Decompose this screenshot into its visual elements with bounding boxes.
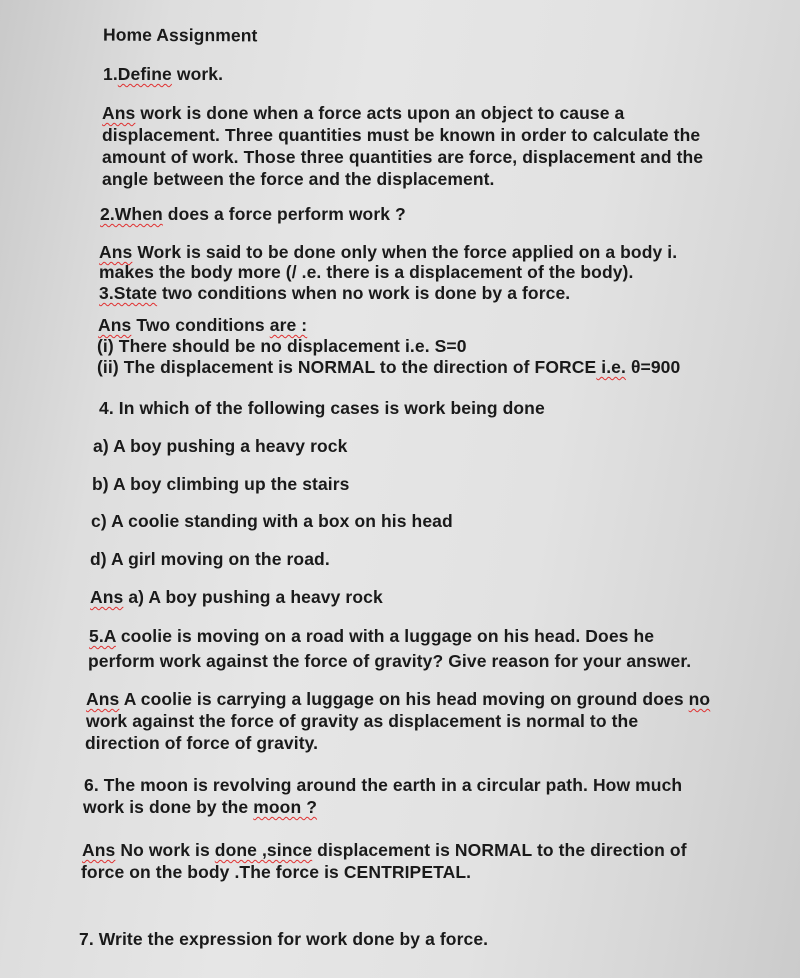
ans-label: Ans (90, 587, 124, 607)
ans6-word: done ,since (214, 840, 313, 860)
q2-rest: does a force perform work ? (162, 204, 406, 224)
q5-rest: coolie is moving on a road with a luggage on his head. Does he (115, 626, 655, 646)
question-7: 7. Write the expression for work done by a force. (79, 929, 489, 949)
option-c: c) A coolie standing with a box on his head (91, 511, 453, 531)
option-b: b) A boy climbing up the stairs (92, 474, 350, 494)
option-d: d) A girl moving on the road. (90, 549, 330, 569)
question-2 (100, 204, 406, 225)
answer-1-line-4: angle between the force and the displacement. (102, 169, 495, 189)
answer-1-line-1 (102, 103, 703, 124)
answer-1 (102, 103, 703, 187)
q1-rest: work. (171, 64, 224, 84)
ans-label: Ans (99, 242, 133, 262)
page-title (103, 25, 258, 47)
title-text: Home Assignment (102, 24, 258, 46)
cond2-post: θ=900 (625, 357, 681, 377)
q1-number: 1. (103, 64, 118, 84)
answer-1-line-3: amount of work. Those three quantities are force, displacement and the (102, 147, 704, 167)
q6-pre: work is done by the (83, 797, 254, 817)
q2-word: 2.When (100, 204, 163, 224)
cond2-ie: i.e. (596, 357, 626, 377)
answer-5-line-3: direction of force of gravity. (85, 733, 319, 753)
ans3-mid: Two conditions (131, 315, 270, 335)
ans5-word: no (688, 689, 711, 709)
ans2-text: Work is said to be done only when the force applied on a body i. (132, 242, 678, 262)
question-6-line-1: 6. The moon is revolving around the earth in a circular path. How much (84, 775, 683, 795)
condition-2 (97, 357, 680, 378)
answer-4 (90, 587, 383, 608)
question-4: 4. In which of the following cases is work being done (99, 398, 545, 418)
option-a: a) A boy pushing a heavy rock (93, 436, 348, 456)
question-5-line-1 (89, 626, 654, 647)
ans-label: Ans (86, 689, 120, 709)
q1-word: Define (117, 64, 172, 84)
q3-word: 3.State (99, 283, 158, 303)
answer-2-line-2: makes the body more (/ .e. there is a displacement of the body). (99, 262, 634, 282)
answer-6-line-1 (82, 840, 687, 861)
answer-3-line-1 (98, 315, 307, 336)
q5-number: 5.A (89, 626, 116, 646)
ans6-post: displacement is NORMAL to the direction of (312, 840, 687, 860)
ans1-text: work is done when a force acts upon an object to cause a (135, 103, 625, 123)
ans-label: Ans (102, 103, 136, 123)
ans-label: Ans (98, 315, 132, 335)
question-5-line-2: perform work against the force of gravity? Give reason for your answer. (88, 651, 692, 671)
question-6-line-2 (83, 797, 317, 818)
ans4-text: a) A boy pushing a heavy rock (123, 587, 383, 607)
cond2-pre: (ii) The displacement is NORMAL to the direction of FORCE (97, 357, 597, 377)
answer-5-line-2: work against the force of gravity as displacement is normal to the (86, 711, 639, 731)
ans6-pre: No work is (115, 840, 215, 860)
ans-label: Ans (82, 840, 116, 860)
q6-word: moon ? (253, 797, 318, 817)
q3-rest: two conditions when no work is done by a force. (157, 283, 571, 303)
question-3 (99, 283, 570, 304)
answer-1-line-2: displacement. Three quantities must be known in order to calculate the (102, 125, 701, 145)
answer-6-line-2: force on the body .The force is CENTRIPETAL. (81, 862, 472, 882)
answer-2-line-1 (99, 242, 677, 263)
condition-1: (i) There should be no displacement i.e. S=0 (97, 336, 467, 356)
ans3-word: are : (269, 315, 308, 335)
answer-5-line-1 (86, 689, 710, 710)
ans5-text: A coolie is carrying a luggage on his head moving on ground does (119, 689, 689, 709)
question-1 (103, 64, 223, 85)
